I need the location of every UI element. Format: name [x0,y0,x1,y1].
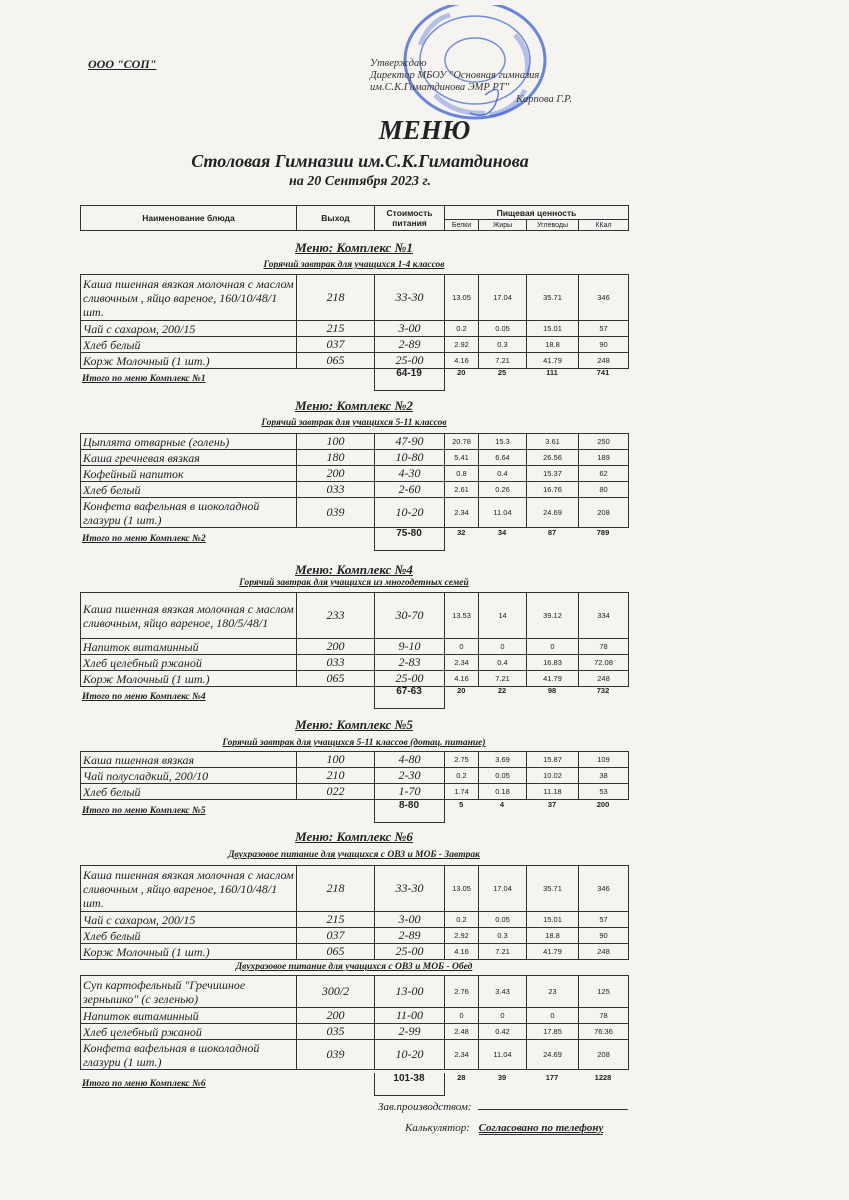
dish-protein: 0.2 [445,912,479,928]
dish-cost: 4-30 [375,466,445,482]
dish-name: Каша пшенная вязкая молочная с маслом сливочным , яйцо вареное, 160/10/48/1 шт. [81,866,297,912]
total-kcal: 741 [596,368,610,377]
dish-cost: 3-00 [375,321,445,337]
dish-output: 022 [297,784,375,800]
dish-output: 037 [297,337,375,353]
signature-line [478,1109,628,1110]
dish-row [81,1024,629,1040]
dish-row [81,337,629,353]
dish-fat: 17.04 [479,866,527,912]
dish-name: Конфета вафельная в шоколадной глазури (1 шт.) [81,498,297,528]
total-kcal: 1228 [594,1073,612,1082]
dish-kcal: 248 [579,671,629,687]
dish-table [80,433,629,528]
dish-kcal: 125 [579,976,629,1008]
dish-output: 200 [297,466,375,482]
dish-fat: 7.21 [479,944,527,960]
dish-table [80,975,629,1070]
column-fat: Жиры [479,220,527,231]
total-fat: 22 [497,686,507,695]
dish-carbs: 16.76 [527,482,579,498]
dish-output: 037 [297,928,375,944]
dish-kcal: 78 [579,1008,629,1024]
total-carbs: 111 [546,368,558,377]
dish-fat: 3.69 [479,752,527,768]
dish-name: Хлеб белый [81,337,297,353]
dish-protein: 0 [445,1008,479,1024]
total-row [80,528,628,551]
total-protein: 20 [457,686,466,695]
dish-kcal: 76.36 [579,1024,629,1040]
dish-output: 065 [297,671,375,687]
dish-name: Корж Молочный (1 шт.) [81,353,297,369]
dish-name: Хлеб целебный ржаной [81,655,297,671]
dish-output: 100 [297,752,375,768]
dish-kcal: 208 [579,1040,629,1070]
dish-output: 233 [297,593,375,639]
production-manager-line [378,1101,628,1113]
dish-kcal: 38 [579,768,629,784]
dish-table [80,865,629,960]
dish-name: Цыплята отварные (голень) [81,434,297,450]
dish-protein: 0.2 [445,768,479,784]
dish-carbs: 16.83 [527,655,579,671]
dish-protein: 5.41 [445,450,479,466]
dish-output: 100 [297,434,375,450]
dish-protein: 2.75 [445,752,479,768]
dish-kcal: 80 [579,482,629,498]
dish-fat: 0.3 [479,928,527,944]
section-title: Меню: Комплекс №5 [295,717,413,732]
dish-carbs: 39.12 [527,593,579,639]
dish-name: Кофейный напиток [81,466,297,482]
dish-kcal: 334 [579,593,629,639]
dish-kcal: 57 [579,912,629,928]
dish-name: Хлеб целебный ржаной [81,1024,297,1040]
dish-protein: 13.05 [445,275,479,321]
section-title: Меню: Комплекс №1 [295,240,413,255]
dish-cost: 30-70 [375,593,445,639]
dish-output: 033 [297,655,375,671]
section-subtitle: Двухразовое питание для учащихся с ОВЗ и МОБ - Завтрак [228,850,480,860]
dish-row [81,434,629,450]
dish-fat: 0 [479,1008,527,1024]
dish-row [81,928,629,944]
total-row [80,686,628,709]
dish-carbs: 11.18 [527,784,579,800]
dish-protein: 2.61 [445,482,479,498]
dish-kcal: 189 [579,450,629,466]
dish-name: Чай полусладкий, 200/10 [81,768,297,784]
dish-carbs: 0 [527,639,579,655]
dish-protein: 20.78 [445,434,479,450]
total-label: Итого по меню Комплекс №1 [82,374,206,385]
dish-row [81,671,629,687]
dish-cost: 2-99 [375,1024,445,1040]
dish-kcal: 90 [579,928,629,944]
dish-name: Каша пшенная вязкая молочная с маслом сливочным , яйцо вареное, 160/10/48/1 шт. [81,275,297,321]
dish-row [81,321,629,337]
dish-name: Каша пшенная вязкая молочная с маслом сливочным, яйцо вареное, 180/5/48/1 [81,593,297,639]
section-title: Меню: Комплекс №4 [295,562,413,577]
dish-row [81,639,629,655]
dish-fat: 14 [479,593,527,639]
dish-row [81,482,629,498]
dish-protein: 4.16 [445,944,479,960]
dish-cost: 1-70 [375,784,445,800]
total-carbs: 37 [547,800,557,809]
dish-output: 065 [297,944,375,960]
column-protein: Белки [445,220,479,231]
dish-protein: 2.92 [445,928,479,944]
dish-output: 200 [297,639,375,655]
approval-line: им.С.К.Гиматдинова ЭМР РТ" [370,82,510,93]
dish-name: Чай с сахаром, 200/15 [81,912,297,928]
dish-output: 300/2 [297,976,375,1008]
dish-output: 210 [297,768,375,784]
dish-fat: 0.42 [479,1024,527,1040]
dish-kcal: 57 [579,321,629,337]
dish-output: 180 [297,450,375,466]
dish-protein: 13.53 [445,593,479,639]
section-subtitle: Горячий завтрак для учащихся 5-11 классов [261,418,447,428]
dish-fat: 11.04 [479,498,527,528]
column-output: Выход [297,206,375,231]
dish-name: Каша пшенная вязкая [81,752,297,768]
dish-row [81,784,629,800]
dish-row [81,655,629,671]
dish-cost: 47-90 [375,434,445,450]
dish-cost: 10-20 [375,498,445,528]
dish-table [80,751,629,800]
dish-fat: 0.05 [479,912,527,928]
dish-fat: 0.05 [479,321,527,337]
total-cost: 8-80 [374,800,444,823]
dish-fat: 15.3 [479,434,527,450]
dish-name: Напиток витаминный [81,1008,297,1024]
dish-row [81,976,629,1008]
dish-fat: 3.43 [479,976,527,1008]
dish-carbs: 41.79 [527,944,579,960]
section-subtitle: Двухразовое питание для учащихся с ОВЗ и МОБ - Обед [235,962,473,972]
dish-name: Хлеб белый [81,784,297,800]
total-row [80,368,628,391]
dish-name: Корж Молочный (1 шт.) [81,671,297,687]
dish-kcal: 208 [579,498,629,528]
dish-name: Суп картофельный "Гречишное зернышко" (с зеленью) [81,976,297,1008]
column-name: Наименование блюда [81,206,297,231]
column-kcal: ККал [579,220,629,231]
dish-cost: 33-30 [375,866,445,912]
dish-output: 035 [297,1024,375,1040]
dish-fat: 17.04 [479,275,527,321]
dish-cost: 11-00 [375,1008,445,1024]
total-protein: 32 [457,528,466,537]
column-cost: Стоимость питания [375,206,445,231]
calculator-value: Согласовано по телефону [478,1122,604,1134]
dish-carbs: 10.02 [527,768,579,784]
total-fat: 39 [497,1073,507,1082]
dish-fat: 0 [479,639,527,655]
dish-output: 200 [297,1008,375,1024]
section-title: Меню: Комплекс №2 [295,398,413,413]
dish-protein: 2.34 [445,1040,479,1070]
dish-protein: 2.76 [445,976,479,1008]
dish-output: 218 [297,866,375,912]
dish-protein: 13.05 [445,866,479,912]
total-carbs: 87 [547,528,557,537]
dish-row [81,912,629,928]
total-label: Итого по меню Комплекс №6 [82,1079,206,1090]
dish-carbs: 15.87 [527,752,579,768]
dish-output: 215 [297,912,375,928]
dish-fat: 0.4 [479,655,527,671]
dish-cost: 2-60 [375,482,445,498]
dish-carbs: 0 [527,1008,579,1024]
dish-protein: 0.8 [445,466,479,482]
dish-cost: 2-89 [375,337,445,353]
dish-protein: 4.16 [445,671,479,687]
dish-carbs: 26.56 [527,450,579,466]
dish-row [81,1008,629,1024]
dish-carbs: 17.85 [527,1024,579,1040]
dish-carbs: 35.71 [527,275,579,321]
approval-line: Утверждаю [370,58,427,69]
approval-line: Директор МБОУ "Основная гимназия [370,70,540,81]
dish-cost: 25-00 [375,944,445,960]
dish-kcal: 346 [579,275,629,321]
column-nutrition: Пищевая ценность [445,206,629,220]
dish-cost: 13-00 [375,976,445,1008]
dish-protein: 2.48 [445,1024,479,1040]
dish-row [81,944,629,960]
total-fat: 34 [497,528,507,537]
dish-row [81,275,629,321]
dish-carbs: 3.61 [527,434,579,450]
dish-table [80,592,629,687]
dish-row [81,593,629,639]
dish-carbs: 24.69 [527,498,579,528]
total-carbs: 98 [547,686,557,695]
total-fat: 4 [499,800,505,809]
dish-protein: 0 [445,639,479,655]
dish-protein: 0.2 [445,321,479,337]
menu-date: на 20 Сентября 2023 г. [289,174,431,189]
dish-cost: 33-30 [375,275,445,321]
dish-cost: 9-10 [375,639,445,655]
dish-carbs: 41.79 [527,671,579,687]
dish-fat: 7.21 [479,671,527,687]
dish-name: Хлеб белый [81,928,297,944]
dish-cost: 2-83 [375,655,445,671]
dish-cost: 25-00 [375,353,445,369]
dish-table [80,274,629,369]
production-manager-label: Зав.производством: [378,1101,472,1113]
dish-fat: 0.3 [479,337,527,353]
dish-carbs: 24.69 [527,1040,579,1070]
dish-output: 039 [297,1040,375,1070]
dish-row [81,353,629,369]
dish-kcal: 248 [579,944,629,960]
dish-name: Корж Молочный (1 шт.) [81,944,297,960]
dish-kcal: 109 [579,752,629,768]
dish-carbs: 18.8 [527,337,579,353]
section-subtitle: Горячий завтрак для учащихся из многодетных семей [239,578,469,588]
dish-kcal: 248 [579,353,629,369]
dish-cost: 10-20 [375,1040,445,1070]
dish-row [81,498,629,528]
page-subtitle: Столовая Гимназии им.С.К.Гиматдинова [191,151,529,171]
dish-kcal: 346 [579,866,629,912]
dish-carbs: 15.37 [527,466,579,482]
total-cost: 75-80 [374,528,444,551]
dish-protein: 2.34 [445,498,479,528]
dish-protein: 1.74 [445,784,479,800]
approver-name: Карпова Г.Р. [516,94,573,105]
total-cost: 67-63 [374,686,444,709]
dish-output: 065 [297,353,375,369]
dish-name: Каша гречневая вязкая [81,450,297,466]
total-cost: 64-19 [374,368,444,391]
dish-row [81,768,629,784]
dish-output: 218 [297,275,375,321]
dish-fat: 0.05 [479,768,527,784]
calculator-label: Калькулятор: [405,1122,470,1134]
total-cost: 101-38 [374,1073,444,1096]
dish-carbs: 23 [527,976,579,1008]
organization-name: ООО "СОП" [88,57,157,71]
dish-fat: 0.4 [479,466,527,482]
total-label: Итого по меню Комплекс №2 [82,534,206,545]
dish-kcal: 250 [579,434,629,450]
section-title: Меню: Комплекс №6 [295,829,413,844]
total-kcal: 200 [596,800,610,809]
section-subtitle: Горячий завтрак для учащихся 1-4 классов [263,260,445,270]
dish-name: Напиток витаминный [81,639,297,655]
dish-kcal: 90 [579,337,629,353]
page-title: МЕНЮ [378,115,471,145]
dish-fat: 0.26 [479,482,527,498]
dish-carbs: 15.01 [527,912,579,928]
approval-block [370,58,572,106]
total-kcal: 789 [596,528,610,537]
dish-cost: 25-00 [375,671,445,687]
dish-output: 215 [297,321,375,337]
dish-kcal: 62 [579,466,629,482]
dish-row [81,466,629,482]
dish-protein: 2.34 [445,655,479,671]
dish-row [81,752,629,768]
dish-fat: 6.64 [479,450,527,466]
dish-name: Чай с сахаром, 200/15 [81,321,297,337]
dish-fat: 11.04 [479,1040,527,1070]
dish-cost: 2-30 [375,768,445,784]
total-label: Итого по меню Комплекс №5 [82,806,206,817]
dish-kcal: 72.08 [579,655,629,671]
section-subtitle: Горячий завтрак для учащихся 5-11 классов (дотац. питание) [222,738,486,748]
total-row [80,800,628,823]
total-protein: 20 [457,368,466,377]
dish-row [81,1040,629,1070]
column-carbs: Углеводы [527,220,579,231]
dish-cost: 3-00 [375,912,445,928]
dish-output: 039 [297,498,375,528]
dish-output: 033 [297,482,375,498]
total-fat: 25 [497,368,507,377]
dish-name: Конфета вафельная в шоколадной глазури (1 шт.) [81,1040,297,1070]
dish-kcal: 78 [579,639,629,655]
total-kcal: 732 [596,686,610,695]
total-row [80,1073,628,1096]
dish-carbs: 35.71 [527,866,579,912]
dish-protein: 2.92 [445,337,479,353]
column-header-table [80,205,629,231]
dish-cost: 4-80 [375,752,445,768]
dish-fat: 7.21 [479,353,527,369]
dish-carbs: 15.01 [527,321,579,337]
calculator-line [405,1122,603,1135]
dish-protein: 4.16 [445,353,479,369]
dish-cost: 2-89 [375,928,445,944]
dish-fat: 0.18 [479,784,527,800]
dish-carbs: 41.79 [527,353,579,369]
dish-name: Хлеб белый [81,482,297,498]
total-protein: 5 [459,800,464,809]
dish-row [81,866,629,912]
total-label: Итого по меню Комплекс №4 [82,692,206,703]
dish-carbs: 18.8 [527,928,579,944]
dish-kcal: 53 [579,784,629,800]
dish-cost: 10-80 [375,450,445,466]
total-carbs: 177 [545,1073,559,1082]
total-protein: 28 [457,1073,466,1082]
dish-row [81,450,629,466]
